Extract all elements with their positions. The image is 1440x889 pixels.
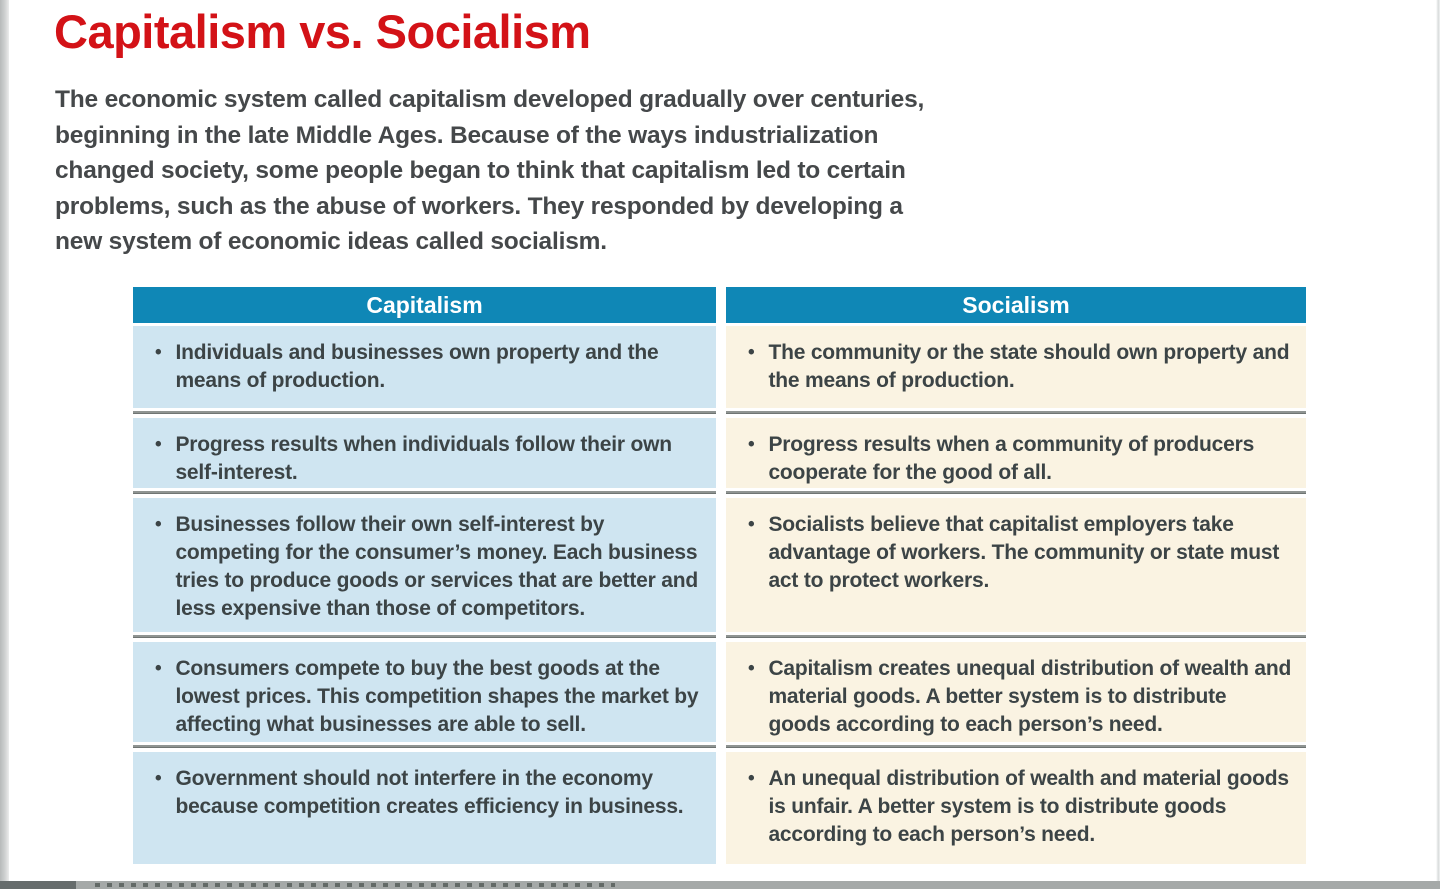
row-divider <box>133 742 1306 752</box>
table-cell-socialism <box>726 418 1306 488</box>
header-socialism: Socialism <box>726 287 1306 323</box>
column-gap <box>716 642 726 742</box>
cell-text: Businesses follow their own self-interest by competing for the consumer’s money. Each business tries to produce goods or services that are better and less expensive than those of competitors. <box>175 513 698 620</box>
table-row <box>133 642 1306 742</box>
header-capitalism: Capitalism <box>133 287 716 323</box>
cell-text: The community or the state should own property and the means of production. <box>768 341 1290 392</box>
bullet-icon: • <box>155 434 162 455</box>
bullet-icon: • <box>748 342 755 363</box>
divider-rule <box>133 745 716 748</box>
page-right-edge <box>1436 0 1440 889</box>
cell-text: Socialists believe that capitalist employers take advantage of workers. The community or state must act to protect workers. <box>768 513 1280 592</box>
intro-line: new system of economic ideas called socialism. <box>55 228 607 255</box>
table-cell-capitalism <box>133 752 716 864</box>
intro-line: The economic system called capitalism developed gradually over centuries, <box>55 86 925 113</box>
bullet-icon: • <box>155 342 162 363</box>
bullet-icon: • <box>155 658 162 679</box>
intro-line: problems, such as the abuse of workers. They responded by developing a <box>55 192 903 220</box>
intro-line: beginning in the late Middle Ages. Because of the ways industrialization <box>55 121 879 149</box>
column-gap <box>716 752 726 864</box>
divider-rule <box>726 745 1306 748</box>
bullet-icon: • <box>155 768 162 789</box>
bullet-icon: • <box>748 434 755 455</box>
table-header-row <box>133 287 1306 323</box>
table-cell-capitalism <box>133 418 716 488</box>
column-gap <box>716 498 726 632</box>
table-cell-capitalism <box>133 326 716 408</box>
cell-text: Consumers compete to buy the best goods at the lowest prices. This competition shapes the market by affecting what businesses are able to sell. <box>175 657 699 736</box>
table-row <box>133 326 1306 408</box>
page-title: Capitalism vs. Socialism <box>54 5 591 58</box>
cell-text: Progress results when individuals follow their own self-interest. <box>175 433 672 484</box>
bullet-icon: • <box>748 658 755 679</box>
table-cell-socialism <box>726 752 1306 864</box>
divider-rule <box>726 491 1306 494</box>
column-gap <box>716 287 726 323</box>
intro-line: changed society, some people began to think that capitalism led to certain <box>55 157 906 184</box>
cutoff-content-bar <box>0 881 1440 889</box>
cell-text: Capitalism creates unequal distribution of wealth and material goods. A better system is to distribute goods according to each person’s need. <box>768 657 1292 736</box>
bullet-icon: • <box>155 514 162 535</box>
cell-text: Individuals and businesses own property and the means of production. <box>175 341 659 392</box>
intro-paragraph <box>55 82 924 260</box>
column-gap <box>716 418 726 488</box>
cutoff-text-smudge <box>95 883 615 887</box>
page-left-edge <box>0 0 9 889</box>
table-cell-socialism <box>726 498 1306 632</box>
divider-rule <box>133 411 716 414</box>
divider-rule <box>133 491 716 494</box>
bullet-icon: • <box>748 768 755 789</box>
table-cell-capitalism <box>133 642 716 742</box>
divider-rule <box>133 635 716 638</box>
row-divider <box>133 632 1306 642</box>
bullet-icon: • <box>748 514 755 535</box>
table-cell-capitalism <box>133 498 716 632</box>
divider-rule <box>726 411 1306 414</box>
table-cell-socialism <box>726 326 1306 408</box>
column-gap <box>716 326 726 408</box>
cell-text: Progress results when a community of producers cooperate for the good of all. <box>768 433 1255 484</box>
row-divider <box>133 408 1306 418</box>
table-cell-socialism <box>726 642 1306 742</box>
row-divider <box>133 488 1306 498</box>
table-row <box>133 418 1306 488</box>
comparison-table <box>133 287 1306 864</box>
cutoff-dark-segment <box>0 881 76 889</box>
cell-text: An unequal distribution of wealth and material goods is unfair. A better system is to distribute goods according to each person’s need. <box>768 767 1289 846</box>
table-row <box>133 752 1306 864</box>
table-row <box>133 498 1306 632</box>
cell-text: Government should not interfere in the economy because competition creates efficiency in business. <box>175 767 684 818</box>
divider-rule <box>726 635 1306 638</box>
